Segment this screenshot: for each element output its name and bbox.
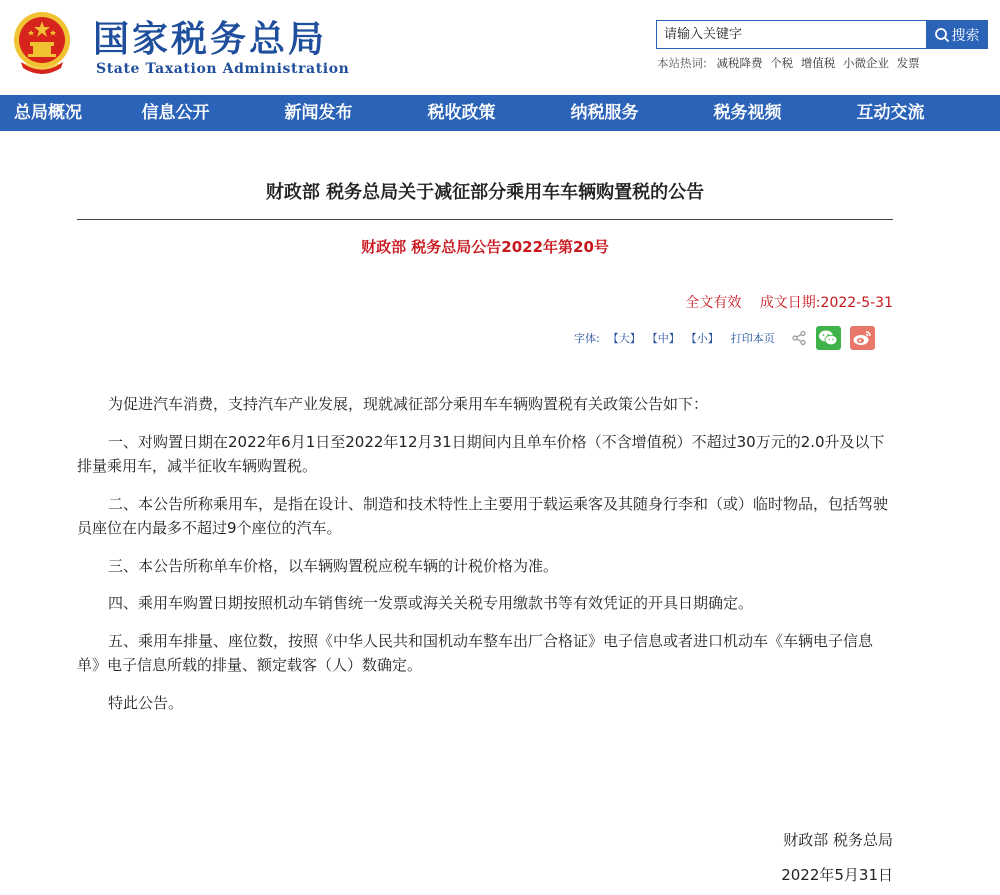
site-logo-cn[interactable]: 国家税务总局 (93, 19, 328, 60)
share-icon[interactable] (791, 330, 807, 346)
wechat-icon (818, 329, 838, 347)
nav-item-tax-video[interactable]: 税务视频 (713, 103, 782, 123)
article-paragraph: 一、对购置日期在2022年6月1日至2022年12月31日期间内且单车价格（不含增值税）不超过30万元的2.0升及以下排量乘用车，减半征收车辆购置税。 (77, 432, 885, 475)
nav-item-interaction[interactable]: 互动交流 (856, 103, 925, 123)
search-button-label: 搜索 (951, 27, 980, 44)
font-size-small-button[interactable]: 【小】 (685, 332, 719, 345)
nav-item-tax-policy[interactable]: 税收政策 (427, 103, 496, 123)
nav-item-info-disclosure[interactable]: 信息公开 (141, 103, 210, 123)
hot-word-link[interactable]: 小微企业 (843, 56, 889, 70)
article-paragraph: 五、乘用车排量、座位数，按照《中华人民共和国机动车整车出厂合格证》电子信息或者进口机动车《车辆电子信息单》电子信息所载的排量、额定载客（人）数确定。 (77, 631, 874, 674)
hot-words-label: 本站热词: (657, 56, 707, 70)
main-nav (0, 95, 1000, 131)
article-body (77, 392, 893, 728)
article-paragraph: 四、乘用车购置日期按照机动车销售统一发票或海关关税专用缴款书等有效凭证的开具日期确定。 (108, 594, 754, 612)
hot-words (657, 55, 924, 71)
hot-word-link[interactable]: 减税降费 (716, 56, 763, 70)
national-emblem-icon[interactable] (11, 10, 73, 76)
site-logo-en[interactable]: State Taxation Administration (96, 61, 350, 77)
article-paragraph: 特此公告。 (108, 693, 184, 712)
document-number: 财政部 税务总局公告2022年第20号 (361, 238, 609, 256)
weibo-icon (852, 329, 872, 347)
nav-item-overview[interactable]: 总局概况 (14, 103, 82, 123)
hot-word-link[interactable]: 发票 (896, 56, 920, 70)
validity-status: 全文有效 (685, 295, 742, 311)
font-size-label: 字体: (574, 332, 600, 345)
article-paragraph: 二、本公告所称乘用车，是指在设计、制造和技术特性上主要用于载运乘客及其随身行李和（或）临时物品，包括驾驶员座位在内最多不超过9个座位的汽车。 (77, 494, 889, 537)
article-tools (574, 326, 875, 350)
title-divider (77, 219, 893, 220)
hot-word-link[interactable]: 个税 (770, 56, 794, 70)
site-header (0, 0, 1000, 95)
signature-organization: 财政部 税务总局 (783, 831, 893, 849)
search-icon (934, 27, 950, 43)
article-meta (685, 292, 893, 312)
search-box (656, 20, 988, 49)
wechat-share-icon[interactable] (816, 326, 841, 350)
article-paragraph: 为促进汽车消费，支持汽车产业发展，现就减征部分乘用车车辆购置税有关政策公告如下： (108, 395, 709, 413)
article-title: 财政部 税务总局关于减征部分乘用车车辆购置税的公告 (265, 182, 705, 203)
weibo-share-icon[interactable] (850, 326, 875, 350)
article-paragraph: 三、本公告所称单车价格，以车辆购置税应税车辆的计税价格为准。 (108, 556, 559, 575)
signature-date: 2022年5月31日 (781, 866, 893, 884)
search-button[interactable] (926, 21, 987, 48)
print-page-button[interactable]: 打印本页 (730, 332, 775, 345)
nav-item-news[interactable]: 新闻发布 (284, 103, 353, 123)
font-size-large-button[interactable]: 【大】 (607, 332, 641, 345)
font-size-medium-button[interactable]: 【中】 (646, 332, 680, 345)
nav-item-taxpayer-service[interactable]: 纳税服务 (570, 103, 639, 123)
date-value: 2022-5-31 (820, 295, 893, 311)
date-label: 成文日期: (759, 295, 821, 311)
search-input[interactable] (657, 21, 927, 48)
hot-word-link[interactable]: 增值税 (800, 56, 836, 70)
